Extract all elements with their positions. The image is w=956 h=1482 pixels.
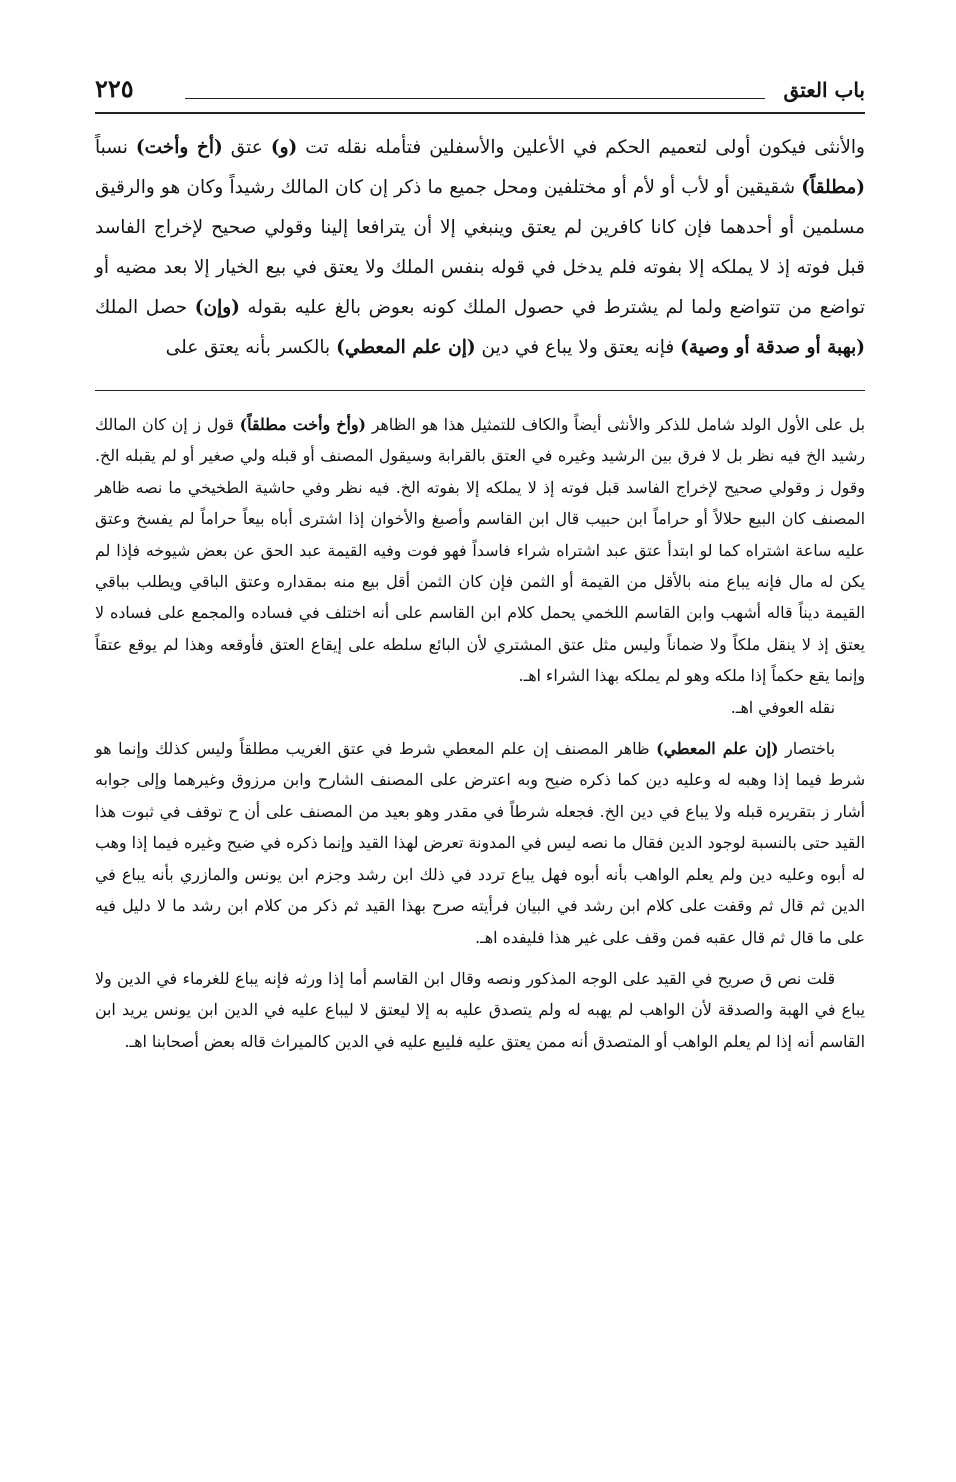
- text-run: بل على الأول الولد شامل للذكر والأنثى أيضاً والكاف للتمثيل هذا هو الظاهر: [365, 415, 865, 434]
- text-run: نسباً: [95, 137, 136, 158]
- commentary-notes: [95, 409, 865, 1057]
- note-paragraph: قلت نص ق صريح في القيد على الوجه المذكور ونصه وقال ابن القاسم أما إذا ورثه فإنه يباع للغرماء في الدين ولا يباع في الهبة والصدقة لأن الواهب لم يهبه له ولم يتصدق عليه به إلا ليعتق لا ليباع عليه في الدين ابن يونس يريد ابن القاسم أنه إذا لم يعلم الواهب أو المتصدق أنه ممن يعتق عليه فليبع عليه في الدين كالميراث قاله بعض أصحابنا اهـ.: [95, 968, 865, 1051]
- matn-quote: (وأخ وأخت مطلقاً): [239, 415, 366, 434]
- matn-quote: (مطلقاً): [801, 177, 865, 198]
- text-run: عتق: [222, 137, 271, 158]
- matn-quote: (أخ وأخت): [135, 137, 223, 158]
- text-run: بالكسر بأنه يعتق على: [165, 337, 337, 358]
- footnote-divider: [95, 390, 865, 391]
- text-run: قول ز إن كان المالك رشيد الخ فيه نظر بل لا فرق بين الرشيد وغيره في العتق بالقرابة وسيقول المصنف أو قبله ولي صغير أو لم يقبله الخ. وقول ز وقولي صحيح لإخراج الفاسد قبل فوته إذ لا يملكه إلا بفوته الخ. فيه نظر وفي حاشية الطخيخي ما نصه ظاهر المصنف كان البيع حلالاً أو حراماً ابن حبيب قال ابن القاسم وأصبغ والأخوان إذا اشترى أباه بيعاً حراماً لم يفسخ وعتق عليه ساعة اشتراه كما لو ابتدأ عتق عبد اشتراه شراء فاسداً فهو فوت وفيه القيمة عبد الحق عن بعض شيوخه فإذا لم يكن له مال فإنه يباع منه بالأقل من القيمة أو الثمن فإن كان الثمن أقل بيع منه بمقداره وعتق الباقي ويطلب بباقي القيمة ديناً قاله أشهب وابن القاسم اللخمي يحمل كلام ابن القاسم على أنه اختلف في فساده والمجمع على فساده لا يعتق إذ لا ينقل ملكاً ولا ضماناً وليس مثل عتق المشتري لأن البائع سلطه على إيقاع العتق فأوقعه وهذا لم يوقع عتقاً وإنما يقع حكماً إذا ملكه وهو لم يملكه بهذا الشراء اهـ.: [95, 415, 865, 686]
- note-paragraph: [95, 733, 865, 953]
- main-text: [95, 128, 865, 368]
- chapter-title: باب العتق: [783, 78, 865, 102]
- text-run: فإنه يعتق ولا يباع في دين: [475, 337, 681, 358]
- matn-quote: (و): [270, 137, 298, 158]
- text-run: حصل الملك: [95, 297, 195, 318]
- matn-quote: (إن علم المعطي): [656, 739, 779, 759]
- matn-quote: (بهبة أو صدقة أو وصية): [680, 337, 865, 358]
- text-run: ظاهر المصنف إن علم المعطي شرط في عتق الغريب مطلقاً وليس كذلك وإنما هو شرط فيما إذا وهبه له وعليه دين كما ذكره ضيح وبه اعترض على المصنف الشارح وابن مرزوق وغيرهما وإلى جوابه أشار ز بتقريره قبله ولا يباع في دين الخ. فجعله شرطاً في مقدر وهو بعيد من المصنف على أن ح توقف في ثبوت هذا القيد حتى بالنسبة لوجود الدين فقال ما نصه ليس في المدونة تعرض لهذا القيد وإنما ذكره في ضيح وغيره فيما إذا وهب له أبوه وعليه دين ولم يعلم الواهب بأنه أبوه فهل يباع تردد في ذلك ابن رشد وجزم ابن يونس والمازري بأنه يباع في الدين ثم قال ثم وقفت على كلام ابن رشد في البيان فرأيته صرح بهذا القيد ثم ذكر من كلام ابن رشد ما لا دليل فيه على ما قال ثم قال عقبه فمن وقف على غير هذا فليفده اهـ.: [95, 739, 865, 947]
- page-number: ٢٢٥: [95, 74, 134, 103]
- note-paragraph: [95, 409, 865, 692]
- text-run: باختصار: [778, 739, 835, 759]
- main-paragraph: [95, 128, 865, 368]
- matn-quote: (إن علم المعطي): [336, 337, 476, 358]
- text-run: والأنثى فيكون أولى لتعميم الحكم في الأعلين والأسفلين فتأمله نقله تت: [297, 137, 865, 158]
- page: [95, 72, 865, 1057]
- matn-quote: (وإن): [194, 297, 240, 318]
- text-run: شقيقين أو لأب أو لأم أو مختلفين ومحل جميع ما ذكر إن كان المالك رشيداً وكان هو والرقيق مسلمين أو أحدهما فإن كانا كافرين لم يعتق وينبغي إلا أن يترافعا إلينا وقولي صحيح لإخراج الفاسد قبل فوته إذ لا يملكه إلا بفوته فلم يدخل في قوله بنفس الملك ولا يعتق في بيع الخيار إلا بعد مضيه أو تواضع من تتواضع ولما لم يشترط في حصول الملك كونه بعوض بالغ عليه بقوله: [95, 177, 865, 318]
- header-title-line: [185, 98, 765, 99]
- running-header: [95, 72, 865, 112]
- header-rule: [95, 112, 865, 114]
- note-paragraph: نقله العوفي اهـ.: [730, 697, 835, 717]
